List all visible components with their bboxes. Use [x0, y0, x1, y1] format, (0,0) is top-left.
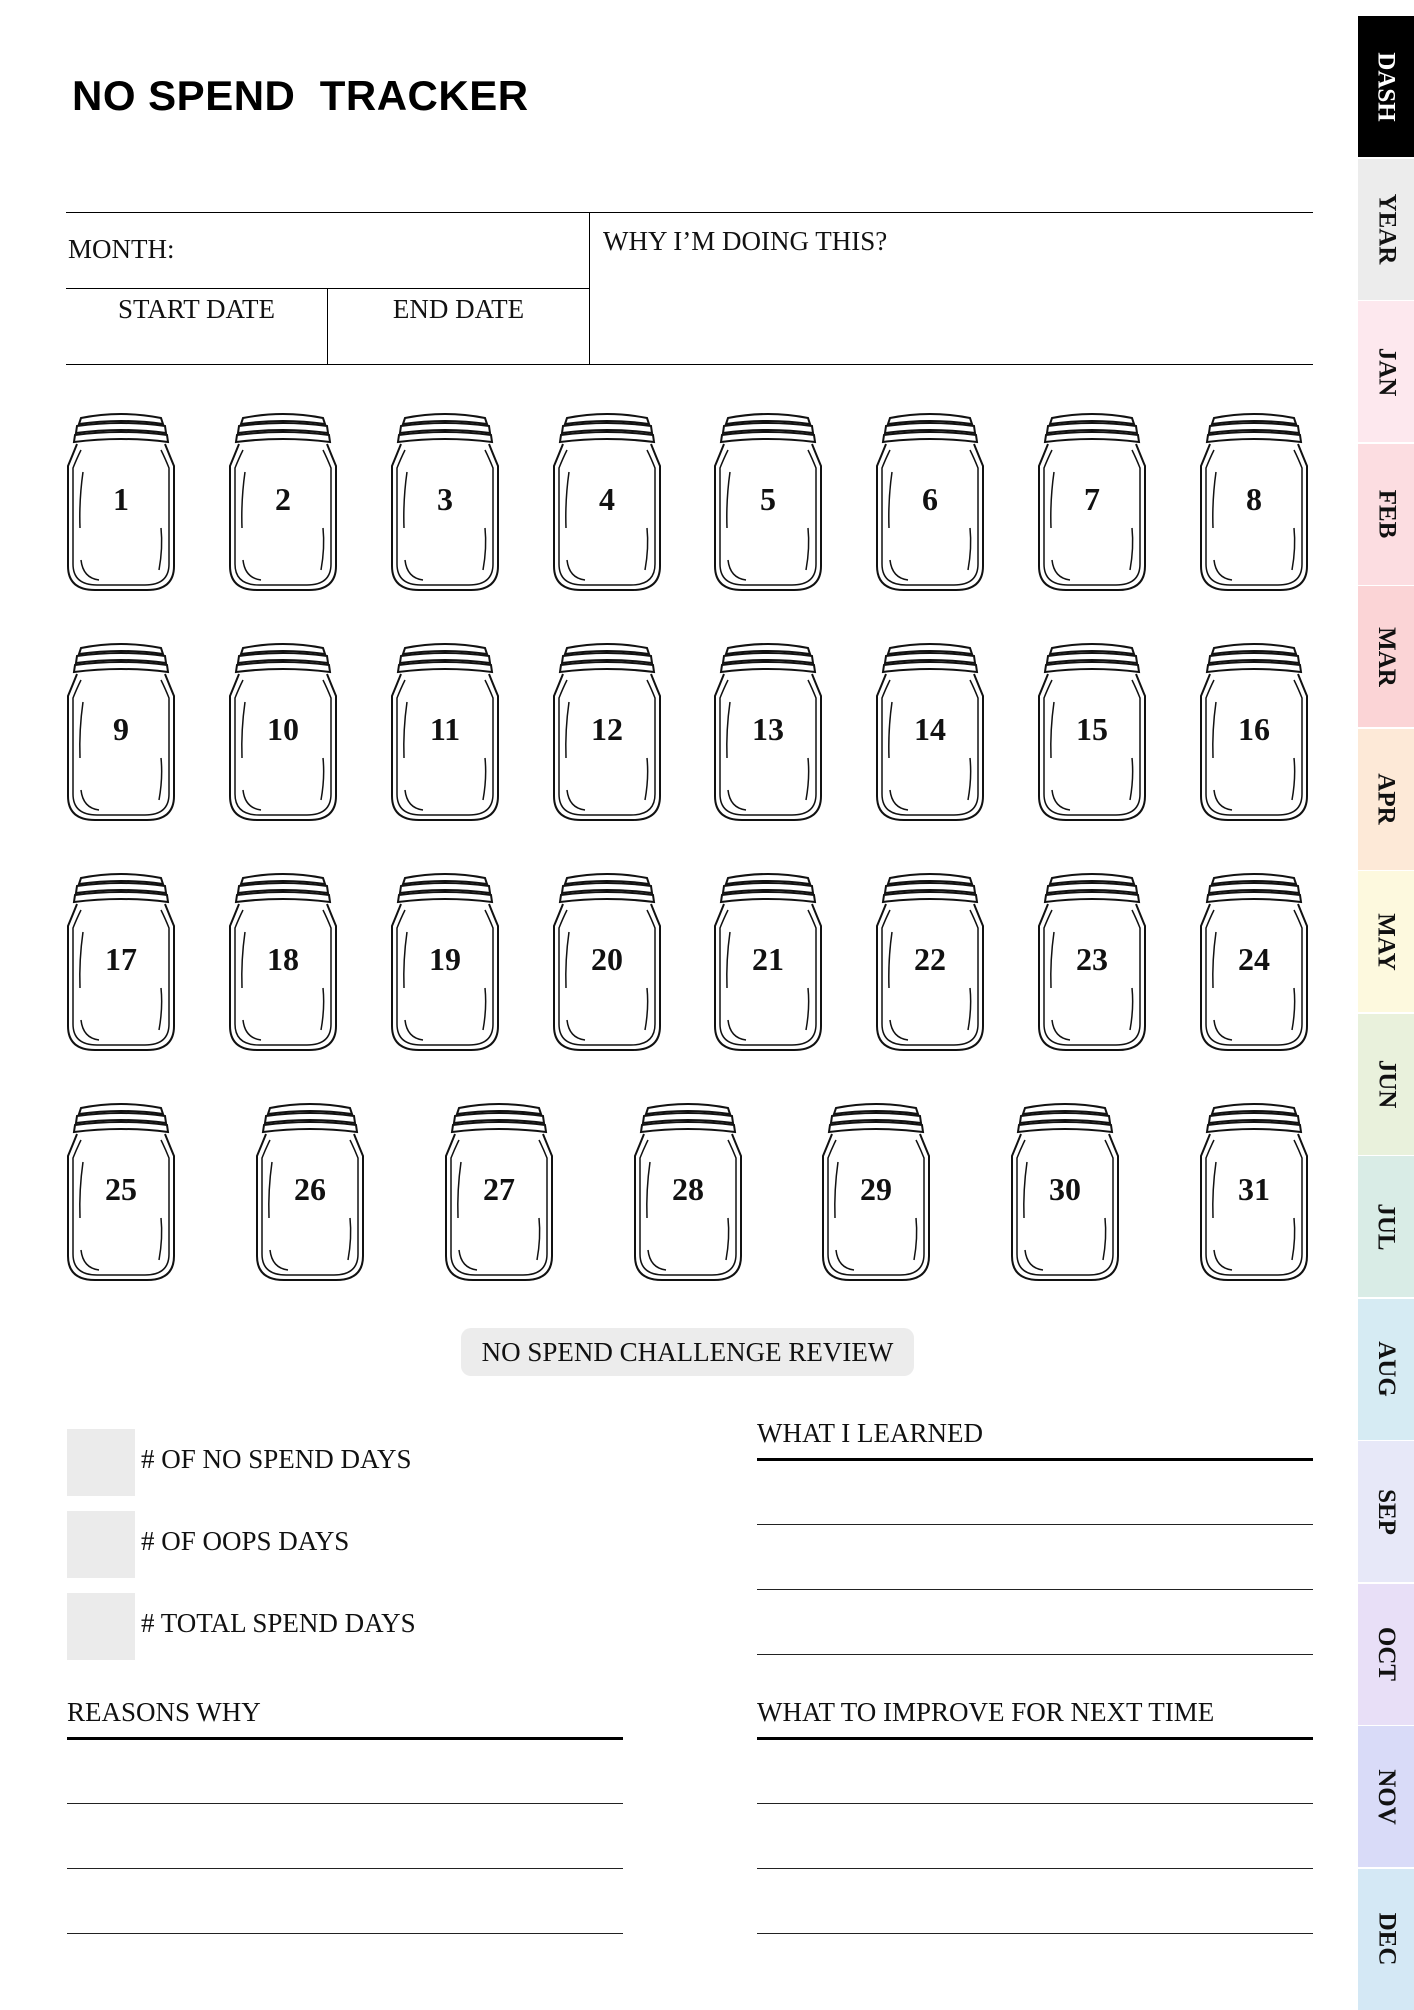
- day-number: 11: [429, 711, 461, 747]
- day-number: 14: [914, 711, 946, 747]
- day-jar[interactable]: [1036, 410, 1148, 594]
- review-badge: NO SPEND CHALLENGE REVIEW: [461, 1328, 914, 1376]
- oops-days-box[interactable]: [67, 1511, 135, 1578]
- day-number: 26: [294, 1171, 326, 1207]
- end-date-field[interactable]: END DATE: [392, 294, 525, 324]
- day-jar[interactable]: [254, 1100, 366, 1284]
- day-number: 27: [483, 1171, 515, 1207]
- day-jar[interactable]: [820, 1100, 932, 1284]
- total-spend-days-box[interactable]: [67, 1593, 135, 1660]
- tab-sep[interactable]: [1358, 1441, 1414, 1582]
- day-jar[interactable]: [712, 870, 824, 1054]
- day-number: 13: [752, 711, 784, 747]
- section-heading: REASONS WHY: [67, 1697, 261, 1727]
- day-jar[interactable]: [389, 640, 501, 824]
- tab-label: NOV: [1373, 1768, 1400, 1825]
- page-title: NO SPEND TRACKER: [72, 72, 529, 119]
- tab-apr[interactable]: [1358, 729, 1414, 870]
- tab-label: FEB: [1373, 489, 1400, 539]
- tab-jan[interactable]: [1358, 301, 1414, 442]
- day-number: 5: [760, 481, 776, 517]
- day-jar[interactable]: [65, 640, 177, 824]
- day-jar[interactable]: [389, 870, 501, 1054]
- day-jar[interactable]: [874, 870, 986, 1054]
- day-number: 31: [1238, 1171, 1270, 1207]
- tab-year[interactable]: [1358, 159, 1414, 300]
- no-spend-days-box[interactable]: [67, 1429, 135, 1496]
- tab-label: MAY: [1373, 912, 1401, 971]
- heading-rule: [757, 1458, 1313, 1461]
- writing-line[interactable]: [757, 1654, 1313, 1655]
- tab-may[interactable]: [1358, 871, 1414, 1012]
- tab-dash[interactable]: [1358, 16, 1414, 157]
- divider: [66, 364, 1313, 365]
- day-jar[interactable]: [874, 640, 986, 824]
- oops-days-label: # OF OOPS DAYS: [141, 1526, 350, 1556]
- writing-line[interactable]: [67, 1868, 623, 1869]
- tab-label: DASH: [1373, 51, 1400, 122]
- start-date-field[interactable]: START DATE: [118, 294, 275, 324]
- no-spend-days-label: # OF NO SPEND DAYS: [141, 1444, 412, 1474]
- tab-dec[interactable]: [1358, 1869, 1414, 2010]
- day-number: 19: [429, 941, 461, 977]
- tab-jun[interactable]: [1358, 1014, 1414, 1155]
- tab-mar[interactable]: [1358, 586, 1414, 727]
- tab-label: DEC: [1372, 1912, 1400, 1966]
- tab-feb[interactable]: [1358, 444, 1414, 585]
- day-jar[interactable]: [65, 870, 177, 1054]
- day-jar[interactable]: [551, 410, 663, 594]
- divider: [589, 212, 590, 364]
- day-jar[interactable]: [443, 1100, 555, 1284]
- day-jar[interactable]: [632, 1100, 744, 1284]
- why-field[interactable]: WHY I’M DOING THIS?: [603, 226, 888, 256]
- month-field[interactable]: MONTH:: [68, 234, 175, 264]
- day-number: 23: [1076, 941, 1108, 977]
- day-number: 9: [113, 711, 129, 747]
- day-jar[interactable]: [1198, 870, 1310, 1054]
- day-number: 21: [752, 941, 784, 977]
- writing-line[interactable]: [757, 1933, 1313, 1934]
- day-jar[interactable]: [874, 410, 986, 594]
- day-jar[interactable]: [712, 410, 824, 594]
- writing-line[interactable]: [67, 1933, 623, 1934]
- tab-jul[interactable]: [1358, 1156, 1414, 1297]
- day-number: 17: [105, 941, 137, 977]
- tab-label: APR: [1372, 773, 1400, 825]
- tab-label: JUL: [1372, 1202, 1400, 1251]
- day-jar[interactable]: [65, 410, 177, 594]
- writing-line[interactable]: [757, 1589, 1313, 1590]
- day-jar[interactable]: [1009, 1100, 1121, 1284]
- tab-nov[interactable]: [1358, 1726, 1414, 1867]
- day-jar[interactable]: [227, 640, 339, 824]
- day-number: 2: [275, 481, 291, 517]
- day-number: 4: [599, 481, 615, 517]
- tab-label: MAR: [1373, 626, 1400, 687]
- day-jar[interactable]: [1036, 870, 1148, 1054]
- heading-rule: [757, 1737, 1313, 1740]
- day-jar[interactable]: [551, 640, 663, 824]
- day-number: 3: [437, 481, 453, 517]
- day-number: 16: [1238, 711, 1270, 747]
- day-number: 6: [922, 481, 938, 517]
- day-jar[interactable]: [227, 870, 339, 1054]
- day-number: 24: [1238, 941, 1270, 977]
- day-jar[interactable]: [389, 410, 501, 594]
- day-jar[interactable]: [551, 870, 663, 1054]
- day-number: 1: [113, 481, 129, 517]
- tab-label: AUG: [1373, 1341, 1400, 1397]
- tab-aug[interactable]: [1358, 1299, 1414, 1440]
- day-number: 29: [860, 1171, 892, 1207]
- day-number: 12: [591, 711, 623, 747]
- tab-oct[interactable]: [1358, 1584, 1414, 1725]
- section-heading: WHAT TO IMPROVE FOR NEXT TIME: [757, 1697, 1215, 1727]
- divider: [66, 212, 1313, 213]
- writing-line[interactable]: [757, 1803, 1313, 1804]
- day-jar[interactable]: [65, 1100, 177, 1284]
- day-jar[interactable]: [1198, 1100, 1310, 1284]
- day-number: 28: [672, 1171, 704, 1207]
- day-number: 7: [1084, 481, 1100, 517]
- day-jar[interactable]: [1198, 640, 1310, 824]
- day-jar[interactable]: [1198, 410, 1310, 594]
- day-number: 20: [591, 941, 623, 977]
- section-heading: WHAT I LEARNED: [757, 1418, 983, 1448]
- day-number: 25: [105, 1171, 137, 1207]
- day-number: 8: [1246, 481, 1262, 517]
- day-number: 18: [267, 941, 299, 977]
- writing-line[interactable]: [67, 1803, 623, 1804]
- day-jar[interactable]: [712, 640, 824, 824]
- tab-label: SEP: [1372, 1488, 1400, 1535]
- day-number: 10: [267, 711, 299, 747]
- tab-label: JAN: [1372, 347, 1400, 396]
- tab-label: YEAR: [1373, 193, 1400, 265]
- tab-label: OCT: [1373, 1626, 1400, 1682]
- day-jar[interactable]: [1036, 640, 1148, 824]
- writing-line[interactable]: [757, 1524, 1313, 1525]
- writing-line[interactable]: [757, 1868, 1313, 1869]
- day-number: 15: [1076, 711, 1108, 747]
- total-spend-days-label: # TOTAL SPEND DAYS: [141, 1608, 416, 1638]
- day-number: 22: [914, 941, 946, 977]
- day-number: 30: [1049, 1171, 1081, 1207]
- heading-rule: [67, 1737, 623, 1740]
- tab-label: JUN: [1372, 1059, 1400, 1109]
- day-jar[interactable]: [227, 410, 339, 594]
